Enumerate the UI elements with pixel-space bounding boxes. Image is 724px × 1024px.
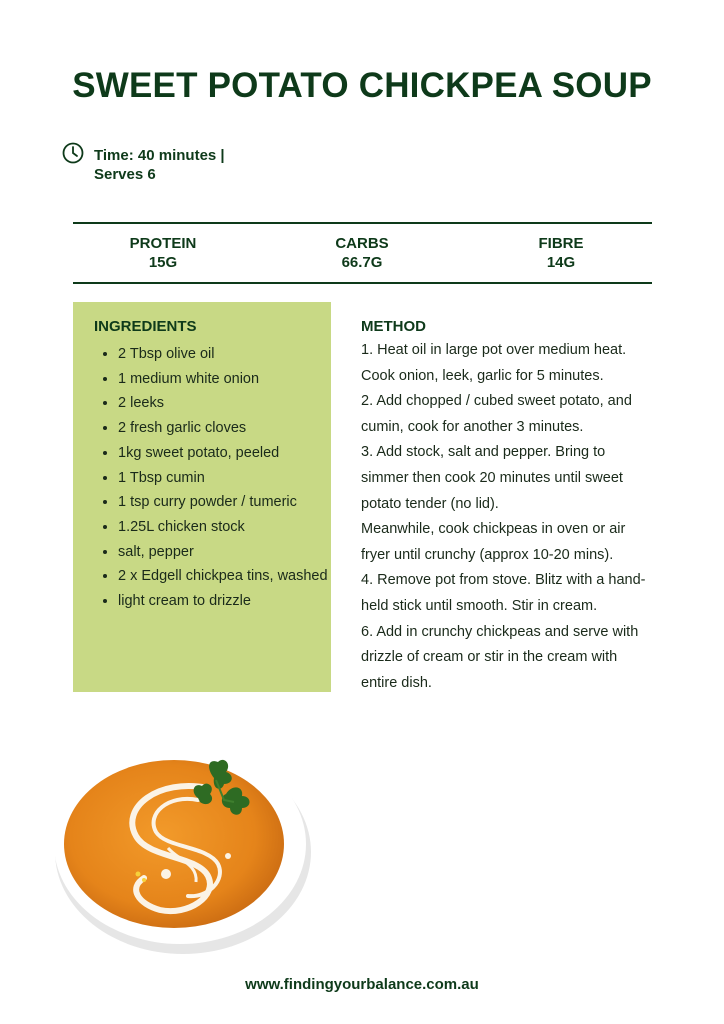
time-text: Time: 40 minutes | xyxy=(94,147,225,164)
method-step: 4. Remove pot from stove. Blitz with a hand-held stick until smooth. Stir in cream. xyxy=(361,572,646,614)
list-item: • 2 leeks xyxy=(118,391,328,416)
list-item: • 1 Tbsp cumin xyxy=(118,466,328,491)
method-step: 1. Heat oil in large pot over medium heat. Cook onion, leek, garlic for 5 minutes. xyxy=(361,342,627,384)
list-item: • 2 Tbsp olive oil xyxy=(118,342,328,367)
method-step: 6. Add in crunchy chickpeas and serve with drizzle of cream or stir in the cream with entire dish. xyxy=(361,623,639,691)
nutrition-label: CARBS xyxy=(335,235,389,252)
list-item: • 1.25L chicken stock xyxy=(118,515,328,540)
list-item: • 1kg sweet potato, peeled xyxy=(118,441,328,466)
method-heading: METHOD xyxy=(361,318,426,335)
method-step: Meanwhile, cook chickpeas in oven or air fryer until crunchy (approx 10-20 mins). xyxy=(361,521,626,563)
nutrition-fibre xyxy=(481,234,641,272)
list-item: • salt, pepper xyxy=(118,540,328,565)
soup-bowl-illustration xyxy=(48,728,314,960)
recipe-meta xyxy=(94,146,294,184)
method-steps xyxy=(361,338,656,696)
nutrition-value: 14G xyxy=(546,254,576,271)
footer-url: www.findingyourbalance.com.au xyxy=(245,976,479,993)
method-step: 3. Add stock, salt and pepper. Bring to simmer then cook 20 minutes until sweet potato tender (no lid). xyxy=(361,444,623,512)
list-item: • 2 fresh garlic cloves xyxy=(118,416,328,441)
serves-text: Serves 6 xyxy=(94,166,156,183)
ingredients-list xyxy=(98,342,328,614)
list-item: • 2 x Edgell chickpea tins, washed xyxy=(118,564,328,589)
nutrition-top-divider xyxy=(73,222,652,224)
nutrition-label: FIBRE xyxy=(538,235,584,252)
list-item: • 1 tsp curry powder / tumeric xyxy=(118,490,328,515)
nutrition-label: PROTEIN xyxy=(129,235,197,252)
nutrition-value: 66.7G xyxy=(341,254,383,271)
page-title: SWEET POTATO CHICKPEA SOUP xyxy=(72,66,652,105)
nutrition-carbs xyxy=(282,234,442,272)
nutrition-protein xyxy=(83,234,243,272)
ingredients-heading: INGREDIENTS xyxy=(94,318,197,335)
list-item: • light cream to drizzle xyxy=(118,589,328,614)
method-step: 2. Add chopped / cubed sweet potato, and cumin, cook for another 3 minutes. xyxy=(361,393,632,435)
nutrition-value: 15G xyxy=(148,254,178,271)
clock-icon xyxy=(62,142,84,164)
list-item: • 1 medium white onion xyxy=(118,367,328,392)
nutrition-bottom-divider xyxy=(73,282,652,284)
